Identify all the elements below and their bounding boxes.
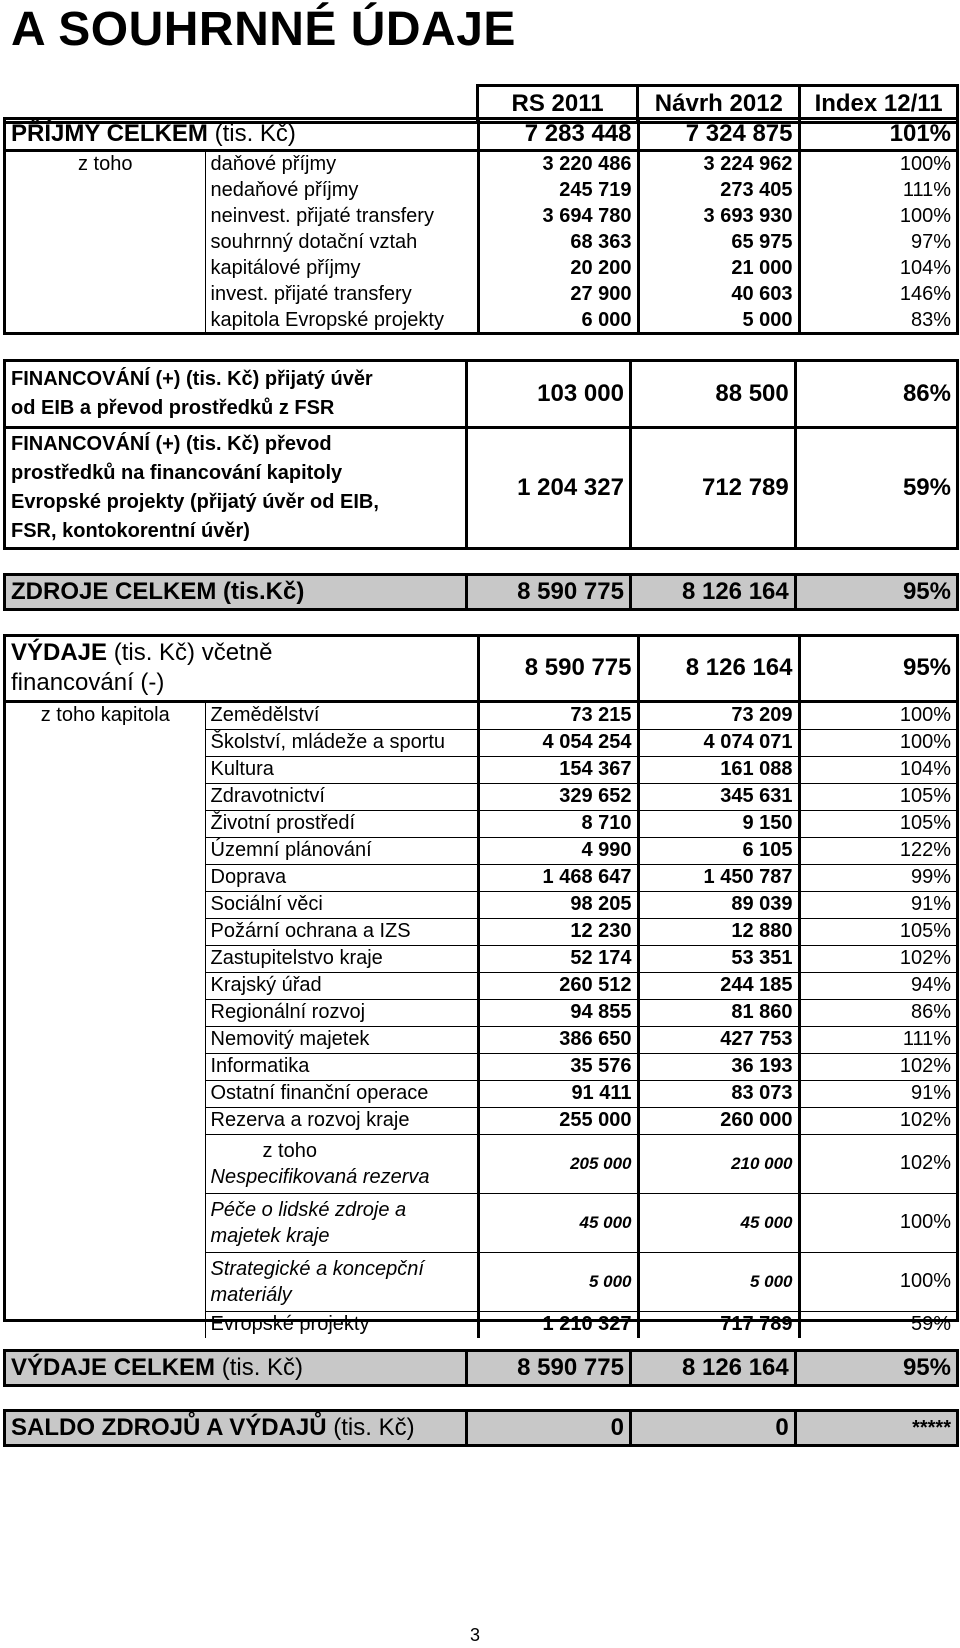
income-group-label — [6, 178, 205, 204]
expenditure-row-rs2011: 1 468 647 — [478, 864, 638, 891]
expenditure-row — [6, 729, 956, 756]
expenditure-subrow-spacer — [6, 1252, 205, 1311]
expenditure-group-label: z toho kapitola — [40, 704, 170, 727]
income-row-rs2011: 6 000 — [478, 308, 638, 334]
expenditure-total-index: 95% — [799, 637, 956, 701]
income-row — [6, 308, 956, 334]
expenditure-row — [6, 972, 956, 999]
expenditure-row-index: 102% — [799, 1107, 956, 1134]
balance-row — [6, 1412, 956, 1444]
expenditure-subrow-label — [205, 1193, 478, 1252]
income-group-label — [6, 256, 205, 282]
expenditure-row — [6, 864, 956, 891]
expenditure-group-label — [6, 972, 205, 999]
expenditure-row-navrh2012: 161 088 — [638, 756, 799, 783]
expenditure-subrow-spacer — [6, 1134, 205, 1193]
income-group-label — [6, 204, 205, 230]
income-group-label: z toho — [78, 153, 133, 175]
expenditure-group-label — [6, 891, 205, 918]
income-row-label: souhrnný dotační vztah — [205, 230, 478, 256]
expenditure-row-index: 100% — [799, 701, 956, 729]
expenditure-subrow — [6, 1193, 956, 1252]
expenditure-row — [6, 1080, 956, 1107]
expenditure-row-label: Nemovitý majetek — [205, 1026, 478, 1053]
expenditure-total-table — [3, 1349, 959, 1387]
financing-eib-index: 86% — [795, 362, 956, 427]
expenditure-row-label: Územní plánování — [205, 837, 478, 864]
income-total-navrh2012: 7 324 875 — [638, 120, 799, 150]
income-total-rs2011: 7 283 448 — [478, 120, 638, 150]
expenditure-row-rs2011: 4 054 254 — [478, 729, 638, 756]
expenditure-row-label: Evropské projekty — [205, 1311, 478, 1338]
expenditure-row-index: 102% — [799, 1053, 956, 1080]
page-title: A SOUHRNNÉ ÚDAJE — [11, 3, 516, 56]
income-row-rs2011: 20 200 — [478, 256, 638, 282]
expenditure-subrow-label — [205, 1252, 478, 1311]
expenditure-row-rs2011: 52 174 — [478, 945, 638, 972]
column-header-rs2011: RS 2011 — [477, 86, 638, 123]
expenditure-row-label: Doprava — [205, 864, 478, 891]
income-row-label: invest. přijaté transfery — [205, 282, 478, 308]
expenditure-row-label: Životní prostředí — [205, 810, 478, 837]
income-row-navrh2012: 40 603 — [638, 282, 799, 308]
expenditure-row — [6, 810, 956, 837]
expenditure-row-label: Krajský úřad — [205, 972, 478, 999]
expenditure-row-index: 105% — [799, 783, 956, 810]
expenditure-row-navrh2012: 1 450 787 — [638, 864, 799, 891]
expenditure-row-navrh2012: 89 039 — [638, 891, 799, 918]
income-total-unit: (tis. Kč) — [207, 120, 296, 148]
income-group-label — [6, 308, 205, 334]
expenditure-row-label: Informatika — [205, 1053, 478, 1080]
expenditure-row-rs2011: 73 215 — [478, 701, 638, 729]
sources-total-index: 95% — [795, 576, 956, 608]
expenditure-subrow-line1: Strategické a koncepční — [210, 1257, 424, 1280]
expenditure-row-index: 105% — [799, 918, 956, 945]
expenditure-head-rest: (tis. Kč) včetně — [107, 639, 273, 667]
income-row-rs2011: 27 900 — [478, 282, 638, 308]
expenditure-group-label — [6, 783, 205, 810]
expenditure-row-index: 102% — [799, 945, 956, 972]
expenditure-row-rs2011: 12 230 — [478, 918, 638, 945]
expenditure-row-label: Zdravotnictví — [205, 783, 478, 810]
expenditure-grand-total-navrh2012: 8 126 164 — [630, 1352, 795, 1384]
financing-eib-line1: FINANCOVÁNÍ (+) (tis. Kč) přijatý úvěr — [11, 367, 373, 390]
financing-row-eib — [6, 362, 956, 427]
expenditure-subrow-index: 102% — [799, 1134, 956, 1193]
income-row-index: 83% — [799, 308, 956, 334]
income-row — [6, 150, 956, 178]
expenditure-row-rs2011: 8 710 — [478, 810, 638, 837]
sources-total-rs2011: 8 590 775 — [467, 576, 631, 608]
expenditure-row-index: 105% — [799, 810, 956, 837]
expenditure-subrow-label — [205, 1134, 478, 1193]
expenditure-table — [3, 634, 959, 1335]
balance-unit: (tis. Kč) — [326, 1414, 415, 1441]
expenditure-row-index: 91% — [799, 1080, 956, 1107]
expenditure-row-navrh2012: 53 351 — [638, 945, 799, 972]
expenditure-row-index: 122% — [799, 837, 956, 864]
expenditure-row-navrh2012: 36 193 — [638, 1053, 799, 1080]
income-group-label — [6, 282, 205, 308]
expenditure-subrow-index: 100% — [799, 1193, 956, 1252]
income-row-label: neinvest. přijaté transfery — [205, 204, 478, 230]
income-total-label: PŘÍJMY CELKEM — [11, 120, 208, 148]
expenditure-row-rs2011: 4 990 — [478, 837, 638, 864]
expenditure-row-label: Kultura — [205, 756, 478, 783]
income-row — [6, 256, 956, 282]
expenditure-group-label — [6, 864, 205, 891]
income-row-index: 146% — [799, 282, 956, 308]
expenditure-row-index: 59% — [799, 1311, 956, 1338]
income-row-navrh2012: 3 693 930 — [638, 204, 799, 230]
financing-row-projects — [6, 427, 956, 547]
income-row-navrh2012: 273 405 — [638, 178, 799, 204]
expenditure-row-evropske-projekty — [6, 1311, 956, 1338]
column-header-navrh2012: Návrh 2012 — [638, 86, 800, 123]
expenditure-row-navrh2012: 345 631 — [638, 783, 799, 810]
income-row — [6, 204, 956, 230]
balance-label: SALDO ZDROJŮ A VÝDAJŮ — [11, 1414, 327, 1441]
expenditure-total-rs2011: 8 590 775 — [478, 637, 638, 701]
expenditure-grand-total-index: 95% — [795, 1352, 956, 1384]
expenditure-head-row — [6, 637, 956, 701]
income-row-rs2011: 3 694 780 — [478, 204, 638, 230]
income-row-index: 100% — [799, 150, 956, 178]
expenditure-row — [6, 1026, 956, 1053]
financing-projects-navrh2012: 712 789 — [630, 427, 795, 547]
expenditure-subrow-line1: z toho — [262, 1139, 317, 1162]
expenditure-grand-total-label: VÝDAJE CELKEM — [11, 1354, 216, 1381]
expenditure-row — [6, 701, 956, 729]
balance-index: ***** — [795, 1412, 956, 1444]
expenditure-row-label: Regionální rozvoj — [205, 999, 478, 1026]
expenditure-row-label: Zastupitelstvo kraje — [205, 945, 478, 972]
expenditure-subrow-rs2011: 5 000 — [478, 1252, 638, 1311]
expenditure-row-rs2011: 329 652 — [478, 783, 638, 810]
financing-eib-navrh2012: 88 500 — [630, 362, 795, 427]
financing-eib-rs2011: 103 000 — [467, 362, 631, 427]
income-row-label: daňové příjmy — [205, 150, 478, 178]
expenditure-head-bold: VÝDAJE — [11, 639, 108, 667]
expenditure-row — [6, 783, 956, 810]
expenditure-grand-total-row — [6, 1352, 956, 1384]
expenditure-group-label — [6, 837, 205, 864]
expenditure-grand-total-rs2011: 8 590 775 — [467, 1352, 631, 1384]
expenditure-total-navrh2012: 8 126 164 — [638, 637, 799, 701]
expenditure-subrow-navrh2012: 210 000 — [638, 1134, 799, 1193]
expenditure-row — [6, 756, 956, 783]
expenditure-row-navrh2012: 83 073 — [638, 1080, 799, 1107]
income-row-rs2011: 3 220 486 — [478, 150, 638, 178]
expenditure-row — [6, 837, 956, 864]
income-row — [6, 178, 956, 204]
expenditure-row-rs2011: 154 367 — [478, 756, 638, 783]
income-row — [6, 230, 956, 256]
expenditure-subrow-navrh2012: 5 000 — [638, 1252, 799, 1311]
financing-table — [3, 359, 959, 550]
expenditure-row-rs2011: 255 000 — [478, 1107, 638, 1134]
page-number: 3 — [470, 1625, 481, 1645]
expenditure-row-label: Zemědělství — [205, 701, 478, 729]
expenditure-subrow — [6, 1134, 956, 1193]
expenditure-group-label — [6, 1107, 205, 1134]
income-row-label: kapitálové příjmy — [205, 256, 478, 282]
financing-projects-line2: prostředků na financování kapitoly — [11, 461, 343, 484]
expenditure-row-navrh2012: 260 000 — [638, 1107, 799, 1134]
expenditure-row-index: 86% — [799, 999, 956, 1026]
expenditure-subrow-line2: majetek kraje — [210, 1224, 330, 1247]
income-row-index: 104% — [799, 256, 956, 282]
expenditure-subrow-navrh2012: 45 000 — [638, 1193, 799, 1252]
expenditure-group-label — [6, 810, 205, 837]
expenditure-row-rs2011: 35 576 — [478, 1053, 638, 1080]
expenditure-grand-total-unit: (tis. Kč) — [215, 1354, 304, 1381]
financing-projects-line1: FINANCOVÁNÍ (+) (tis. Kč) převod — [11, 432, 332, 455]
expenditure-row-rs2011: 1 210 327 — [478, 1311, 638, 1338]
income-row-navrh2012: 5 000 — [638, 308, 799, 334]
income-row-navrh2012: 65 975 — [638, 230, 799, 256]
sources-total-navrh2012: 8 126 164 — [630, 576, 795, 608]
sources-total-label: ZDROJE CELKEM (tis.Kč) — [6, 576, 467, 608]
financing-projects-index: 59% — [795, 427, 956, 547]
expenditure-row-index: 94% — [799, 972, 956, 999]
expenditure-subrow-line2: Nespecifikovaná rezerva — [210, 1165, 430, 1188]
expenditure-row-navrh2012: 9 150 — [638, 810, 799, 837]
income-row-index: 97% — [799, 230, 956, 256]
expenditure-row-label: Ostatní finanční operace — [205, 1080, 478, 1107]
expenditure-row-label: Požární ochrana a IZS — [205, 918, 478, 945]
expenditure-row-navrh2012: 4 074 071 — [638, 729, 799, 756]
income-row-navrh2012: 3 224 962 — [638, 150, 799, 178]
expenditure-row-index: 111% — [799, 1026, 956, 1053]
expenditure-group-label — [6, 1080, 205, 1107]
expenditure-group-label — [6, 999, 205, 1026]
expenditure-row-rs2011: 98 205 — [478, 891, 638, 918]
expenditure-subrow — [6, 1252, 956, 1311]
expenditure-group-label — [6, 1026, 205, 1053]
income-group-label — [6, 230, 205, 256]
expenditure-group-label — [6, 756, 205, 783]
expenditure-head-line2: financování (-) — [11, 669, 165, 697]
expenditure-subrow-rs2011: 205 000 — [478, 1134, 638, 1193]
expenditure-row — [6, 1053, 956, 1080]
expenditure-row-navrh2012: 12 880 — [638, 918, 799, 945]
sources-total-table — [3, 573, 959, 611]
expenditure-row-rs2011: 94 855 — [478, 999, 638, 1026]
expenditure-row-label: Sociální věci — [205, 891, 478, 918]
income-row-rs2011: 245 719 — [478, 178, 638, 204]
balance-table — [3, 1409, 959, 1447]
expenditure-row-index: 91% — [799, 891, 956, 918]
income-row — [6, 282, 956, 308]
expenditure-subrow-spacer — [6, 1193, 205, 1252]
income-row-rs2011: 68 363 — [478, 230, 638, 256]
income-row-index: 111% — [799, 178, 956, 204]
income-row-index: 100% — [799, 204, 956, 230]
expenditure-row-navrh2012: 427 753 — [638, 1026, 799, 1053]
expenditure-row-index: 104% — [799, 756, 956, 783]
expenditure-row — [6, 945, 956, 972]
income-total-row — [6, 120, 956, 150]
expenditure-subrow-line2: materiály — [210, 1283, 292, 1306]
financing-projects-rs2011: 1 204 327 — [467, 427, 631, 547]
expenditure-row-navrh2012: 717 789 — [638, 1311, 799, 1338]
expenditure-group-label — [6, 729, 205, 756]
expenditure-row-navrh2012: 6 105 — [638, 837, 799, 864]
income-row-navrh2012: 21 000 — [638, 256, 799, 282]
financing-eib-line2: od EIB a převod prostředků z FSR — [11, 396, 335, 419]
expenditure-subrow-index: 100% — [799, 1252, 956, 1311]
expenditure-row-navrh2012: 81 860 — [638, 999, 799, 1026]
expenditure-group-label — [6, 1053, 205, 1080]
balance-navrh2012: 0 — [630, 1412, 795, 1444]
expenditure-row — [6, 1107, 956, 1134]
income-row-label: kapitola Evropské projekty — [205, 308, 478, 334]
expenditure-group-label — [6, 945, 205, 972]
expenditure-row — [6, 891, 956, 918]
income-total-index: 101% — [799, 120, 956, 150]
expenditure-row-navrh2012: 244 185 — [638, 972, 799, 999]
sources-total-row — [6, 576, 956, 608]
income-row-label: nedaňové příjmy — [205, 178, 478, 204]
expenditure-group-label — [6, 918, 205, 945]
expenditure-subrow-line1: Péče o lidské zdroje a — [210, 1198, 407, 1221]
expenditure-row-rs2011: 91 411 — [478, 1080, 638, 1107]
financing-projects-line4: FSR, kontokorentní úvěr) — [11, 519, 250, 542]
expenditure-row-index: 100% — [799, 729, 956, 756]
expenditure-row-rs2011: 260 512 — [478, 972, 638, 999]
expenditure-row-label: Školství, mládeže a sportu — [205, 729, 478, 756]
expenditure-row-rs2011: 386 650 — [478, 1026, 638, 1053]
balance-rs2011: 0 — [467, 1412, 631, 1444]
expenditure-row-label: Rezerva a rozvoj kraje — [205, 1107, 478, 1134]
expenditure-row-index: 99% — [799, 864, 956, 891]
expenditure-row — [6, 918, 956, 945]
column-header-index: Index 12/11 — [800, 86, 958, 123]
expenditure-subrow-rs2011: 45 000 — [478, 1193, 638, 1252]
expenditure-subrow-spacer — [6, 1311, 205, 1338]
income-body — [3, 117, 959, 335]
expenditure-row — [6, 999, 956, 1026]
financing-projects-line3: Evropské projekty (přijatý úvěr od EIB, — [11, 490, 379, 513]
expenditure-row-navrh2012: 73 209 — [638, 701, 799, 729]
